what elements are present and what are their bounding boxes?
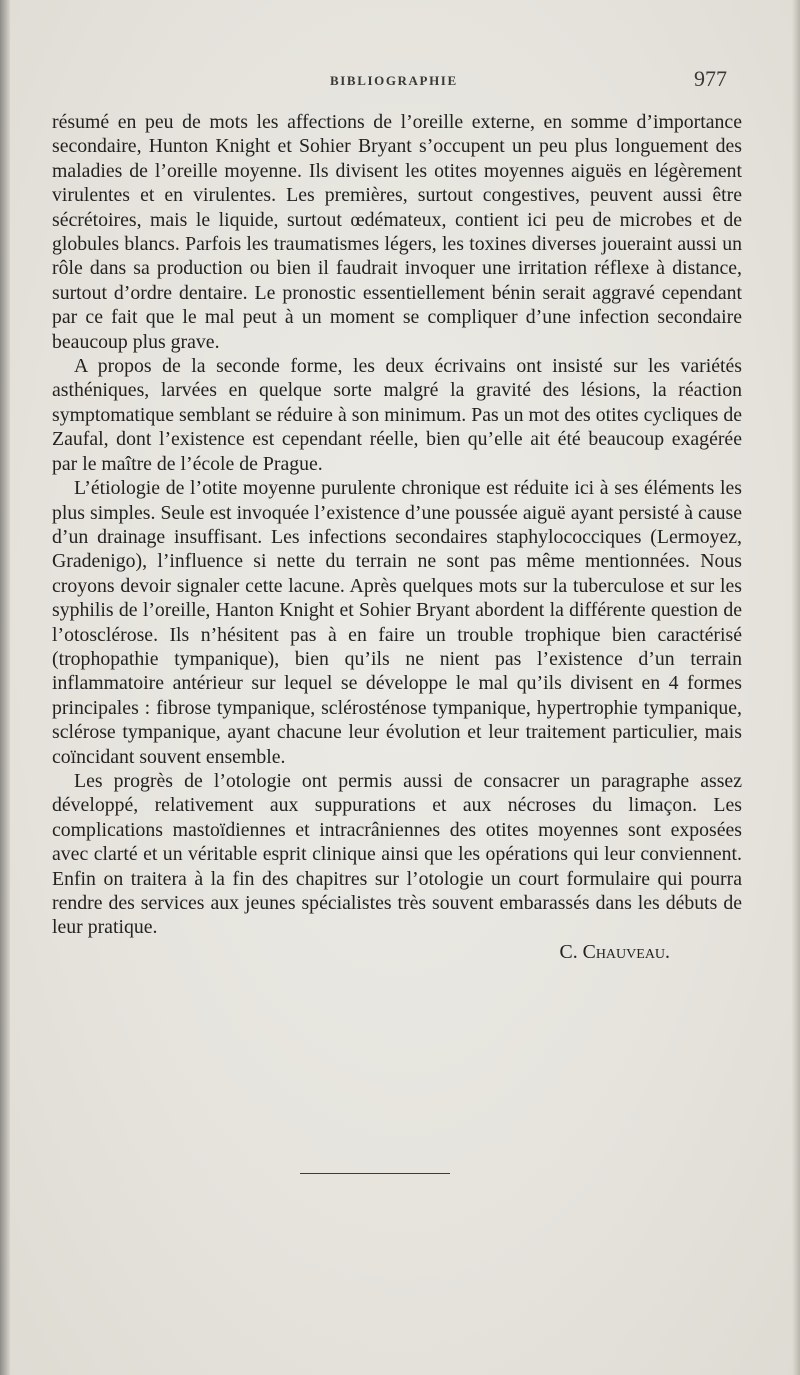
page-shadow-right bbox=[792, 0, 800, 1375]
paragraph-1: résumé en peu de mots les affections de l’oreille externe, en somme d’importance secondaire, Hunton Knight et Sohier Bryant s’occupent un peu plus longuement des maladies de l’oreille moyenne. Ils divisent les otites moyennes aiguës en légèrement virulentes et en virulentes. Les premières, surtout congestives, peuvent aussi être sécrétoires, mais le liquide, surtout œdémateux, contient ici peu de microbes et de globules blancs. Parfois les traumatismes légers, les toxines diverses joueraint aussi un rôle dans sa production ou bien il faudrait invoquer une irritation réflexe à distance, surtout d’ordre dentaire. Le pronostic essentiellement bénin serait aggravé cependant par ce fait que le mal peut à un moment se compliquer d’une infection secondaire beaucoup plus grave. bbox=[52, 111, 742, 353]
author-signature: C. Chauveau. bbox=[559, 940, 670, 963]
paragraph-4: Les progrès de l’otologie ont permis aussi de consacrer un paragraphe assez développé, relativement aux suppurations et aux nécroses du limaçon. Les complications mastoïdiennes et intracrâniennes des otites moyennes sont exposées avec clarté et un véritable esprit clinique ainsi que les opérations qui leur conviennent. Enfin on traitera à la fin des chapitres sur l’otologie un court formulaire qui pourra rendre des services aux jeunes spécialistes très souvent embarassés dans les débuts de leur pratique. bbox=[52, 769, 742, 939]
body-text bbox=[52, 110, 742, 964]
running-title: BIBLIOGRAPHIE bbox=[330, 73, 458, 88]
paragraph-3: L’étiologie de l’otite moyenne purulente chronique est réduite ici à ses éléments les plus simples. Seule est invoquée l’existence d’une poussée aiguë ayant persisté à cause d’un drainage insuffisant. Les infections secondaires staphylococciques (Lermoyez, Gradenigo), l’influence si nette du terrain ne sont pas même mentionnées. Nous croyons devoir signaler cette lacune. Après quelques mots sur la tuberculose et sur les syphilis de l’oreille, Hanton Knight et Sohier Bryant abordent la différente question de l’otosclérose. Ils n’hésitent pas à en faire un trouble trophique bien caractérisé (trophopathie tympanique), bien qu’ils ne nient pas l’existence d’un terrain inflammatoire antérieur sur lequel se développe le mal qu’ils divisent en 4 formes principales : fibrose tympanique, sclérosténose tympanique, hypertrophie tympanique, sclérose tympanique, ayant chacune leur évolution et leur traitement particulier, mais coïncidant souvent ensemble. bbox=[52, 477, 742, 768]
section-divider bbox=[300, 1173, 450, 1174]
page-shadow-left bbox=[0, 0, 10, 1375]
paragraph-2: A propos de la seconde forme, les deux écrivains ont insisté sur les variétés asthéniques, larvées en quelque sorte malgré la gravité des lésions, la réaction symptomatique semblant se réduire à son minimum. Pas un mot des otites cycliques de Zaufal, dont l’existence est cependant réelle, bien qu’elle ait été beaucoup exagérée par le maître de l’école de Prague. bbox=[52, 355, 742, 475]
page-number: 977 bbox=[694, 66, 727, 91]
